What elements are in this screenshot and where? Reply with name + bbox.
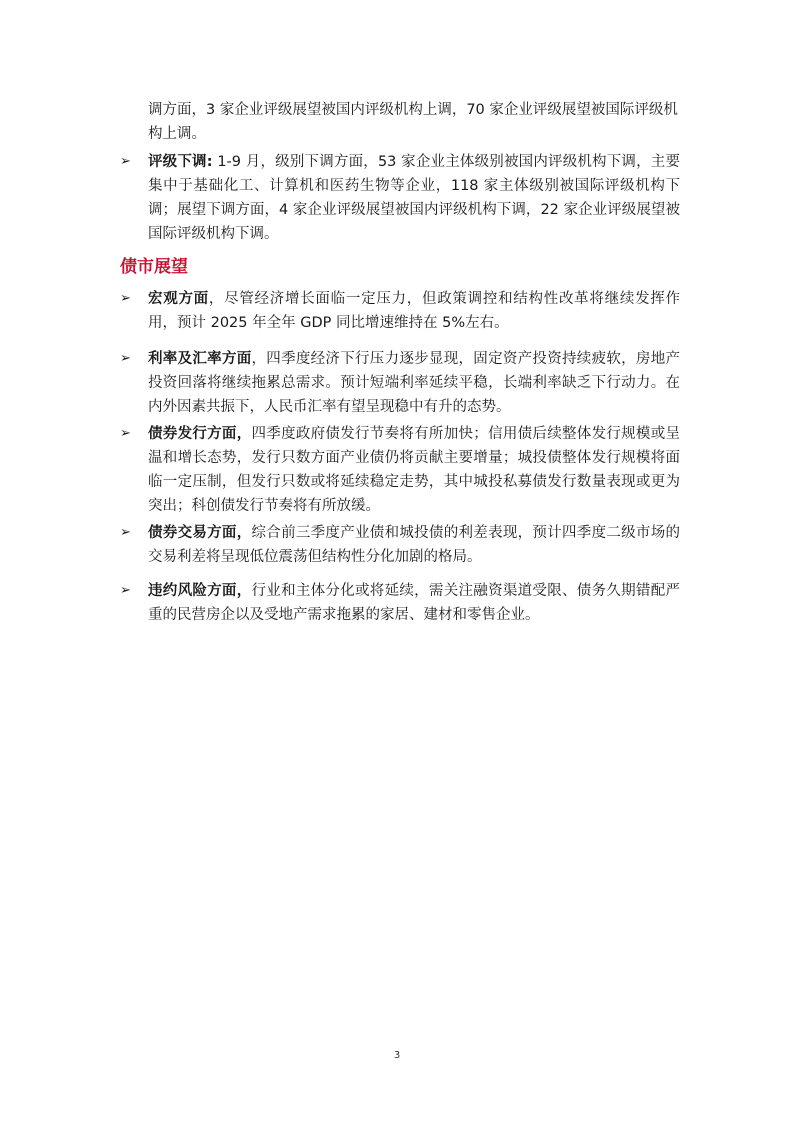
arrow-bullet-icon: ➢	[120, 291, 131, 306]
bullet-text	[148, 150, 680, 246]
bullet-text	[148, 347, 680, 419]
bullet-default-risk	[120, 579, 680, 627]
section-title: 债市展望	[120, 257, 188, 277]
bullet-label: 评级下调:	[148, 154, 213, 170]
bullet-rates-fx	[120, 347, 680, 419]
bullet-text	[148, 579, 680, 627]
continuation-paragraph: 调方面，3 家企业评级展望被国内评级机构上调，70 家企业评级展望被国际评级机构上调。	[148, 102, 678, 142]
arrow-bullet-icon: ➢	[120, 525, 131, 540]
bullet-bond-trading	[120, 521, 680, 569]
bullet-label: 债券交易方面，	[148, 525, 252, 541]
bullet-body: ，四季度经济下行压力逐步显现，固定资产投资持续疲软，房地产投资回落将继续拖累总需求。预计短端利率延续平稳，长端利率缺乏下行动力。在内外因素共振下，人民币汇率有望呈现稳中有升的态势。	[148, 351, 680, 415]
bullet-label: 利率及汇率方面	[148, 351, 252, 367]
arrow-bullet-icon: ➢	[120, 583, 131, 598]
bullet-text	[148, 422, 680, 518]
bullet-text	[148, 521, 680, 569]
bullet-label: 债券发行方面，	[148, 426, 252, 442]
arrow-bullet-icon: ➢	[120, 154, 131, 169]
arrow-bullet-icon: ➢	[120, 351, 131, 366]
bullet-label: 违约风险方面，	[148, 583, 252, 599]
arrow-bullet-icon: ➢	[120, 426, 131, 441]
bullet-text	[148, 287, 680, 335]
bullet-bond-issuance	[120, 422, 680, 518]
bullet-label: 宏观方面	[148, 291, 209, 307]
bullet-macro	[120, 287, 680, 335]
bullet-body: ，尽管经济增长面临一定压力，但政策调控和结构性改革将继续发挥作用，预计 2025 年全年 GDP 同比增速维持在 5%左右。	[148, 291, 681, 331]
bullet-body: 综合前三季度产业债和城投债的利差表现，预计四季度二级市场的交易利差将呈现低位震荡但结构性分化加剧的格局。	[148, 525, 680, 565]
bullet-body: 1-9 月，级别下调方面，53 家企业主体级别被国内评级机构下调，主要集中于基础化工、计算机和医药生物等企业，118 家主体级别被国际评级机构下调；展望下调方面，4 家企业评级展望被国内评级机构下调，22 家企业评级展望被国际评级机构下调。	[148, 154, 680, 242]
bullet-rating-down	[120, 150, 680, 246]
bullet-body: 四季度政府债发行节奏将有所加快；信用债后续整体发行规模或呈温和增长态势，发行只数方面产业债仍将贡献主要增量；城投债整体发行规模将面临一定压制，但发行只数或将延续稳定走势，其中城投私募债发行数量表现或更为突出；科创债发行节奏将有所放缓。	[148, 426, 680, 514]
page-number: 3	[393, 1050, 401, 1061]
bullet-body: 行业和主体分化或将延续，需关注融资渠道受限、债务久期错配严重的民营房企以及受地产需求拖累的家居、建材和零售企业。	[148, 583, 680, 623]
